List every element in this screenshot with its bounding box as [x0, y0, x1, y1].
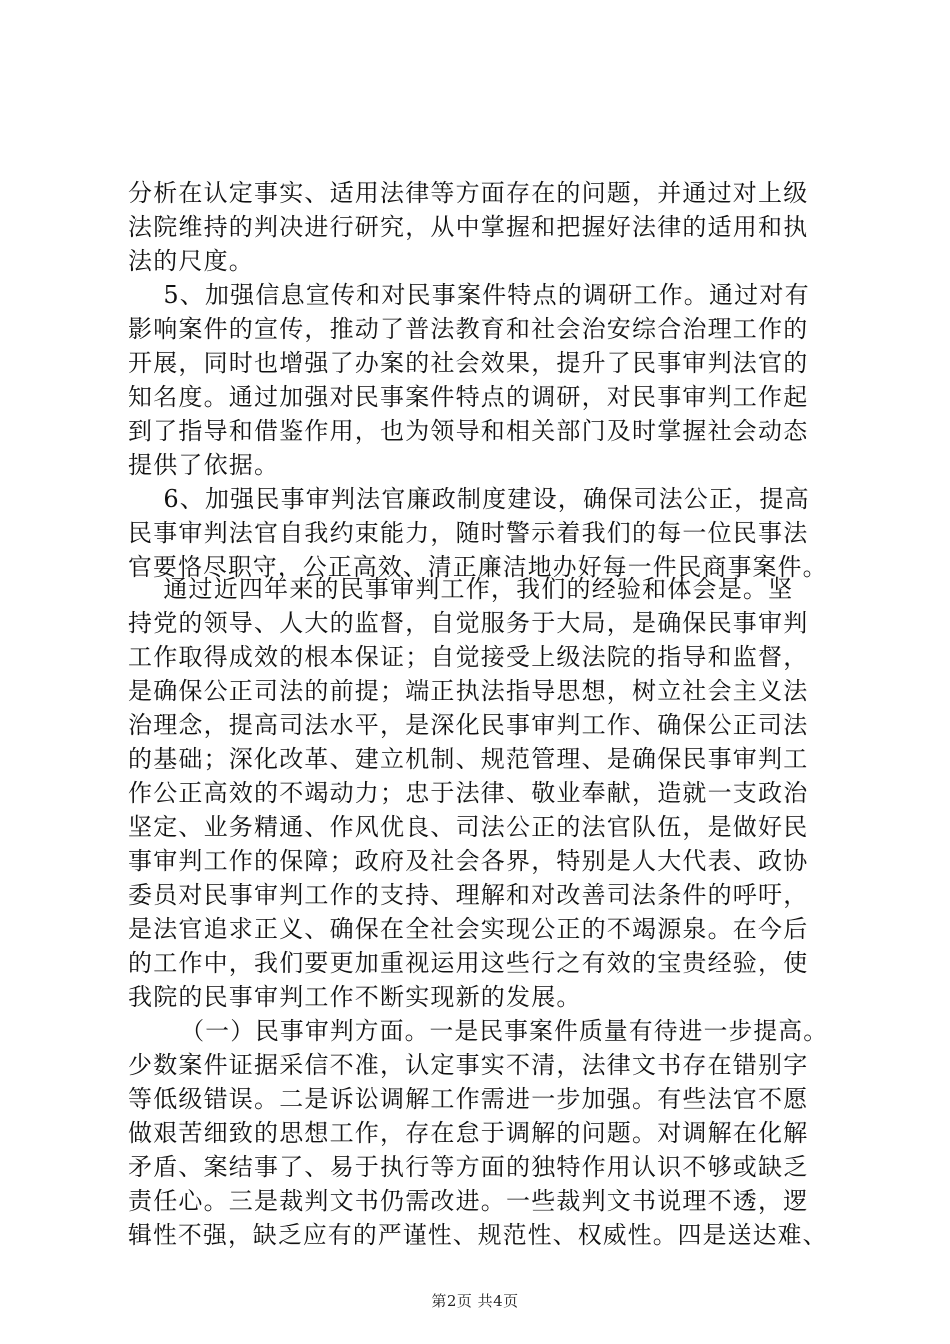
text-line: （一）民事审判方面。一是民事案件质量有待进一步提高。: [128, 1017, 829, 1045]
text-line: 5、加强信息宣传和对民事案件特点的调研工作。通过对有: [128, 281, 810, 309]
text-line: 知名度。通过加强对民事案件特点的调研，对民事审判工作起: [128, 383, 809, 411]
text-line: 6、加强民事审判法官廉政制度建设，确保司法公正，提高: [128, 485, 810, 513]
text-line: 持党的领导、人大的监督，自觉服务于大局，是确保民事审判: [128, 609, 809, 637]
text-line: 委员对民事审判工作的支持、理解和对改善司法条件的呼吁，: [128, 881, 809, 909]
text-line: 责任心。三是裁判文书仍需改进。一些裁判文书说理不透，逻: [128, 1187, 809, 1215]
text-line: 的基础；深化改革、建立机制、规范管理、是确保民事审判工: [128, 745, 809, 773]
text-line: 提供了依据。: [128, 451, 280, 479]
text-line: 工作取得成效的根本保证；自觉接受上级法院的指导和监督，: [128, 643, 809, 671]
text-line: 事审判工作的保障；政府及社会各界，特别是人大代表、政协: [128, 847, 809, 875]
text-line: 等低级错误。二是诉讼调解工作需进一步加强。有些法官不愿: [128, 1085, 809, 1113]
text-line: 做艰苦细致的思想工作，存在怠于调解的问题。对调解在化解: [128, 1119, 809, 1147]
text-line: 法院维持的判决进行研究，从中掌握和把握好法律的适用和执: [128, 213, 809, 241]
text-line: 作公正高效的不竭动力；忠于法律、敬业奉献，造就一支政治: [128, 779, 809, 807]
paragraph-block-2: [128, 572, 828, 1252]
text-line: 矛盾、案结事了、易于执行等方面的独特作用认识不够或缺乏: [128, 1153, 809, 1181]
text-line: 治理念，提高司法水平，是深化民事审判工作、确保公正司法: [128, 711, 809, 739]
text-line: 民事审判法官自我约束能力，随时警示着我们的每一位民事法: [128, 519, 809, 547]
text-line: 官要恪尽职守，公正高效、清正廉洁地办好每一件民商事案件。: [128, 553, 828, 581]
page-footer: 第2页 共4页: [431, 1292, 519, 1310]
text-line: 分析在认定事实、适用法律等方面存在的问题，并通过对上级: [128, 179, 809, 207]
text-line: 开展，同时也增强了办案的社会效果，提升了民事审判法官的: [128, 349, 809, 377]
text-line: 到了指导和借鉴作用，也为领导和相关部门及时掌握社会动态: [128, 417, 809, 445]
text-line: 我院的民事审判工作不断实现新的发展。: [128, 983, 582, 1011]
text-line: 法的尺度。: [128, 247, 254, 275]
text-line: 辑性不强，缺乏应有的严谨性、规范性、权威性。四是送达难、: [128, 1221, 828, 1249]
text-line: 是确保公正司法的前提；端正执法指导思想，树立社会主义法: [128, 677, 809, 705]
text-line: 少数案件证据采信不准，认定事实不清，法律文书存在错别字: [128, 1051, 809, 1079]
paragraph-block-1: [128, 176, 828, 584]
text-line: 是法官追求正义、确保在全社会实现公正的不竭源泉。在今后: [128, 915, 809, 943]
text-line: 通过近四年来的民事审判工作，我们的经验和体会是。坚: [128, 575, 794, 603]
text-line: 的工作中，我们要更加重视运用这些行之有效的宝贵经验，使: [128, 949, 809, 977]
text-line: 影响案件的宣传，推动了普法教育和社会治安综合治理工作的: [128, 315, 809, 343]
text-line: 坚定、业务精通、作风优良、司法公正的法官队伍，是做好民: [128, 813, 809, 841]
